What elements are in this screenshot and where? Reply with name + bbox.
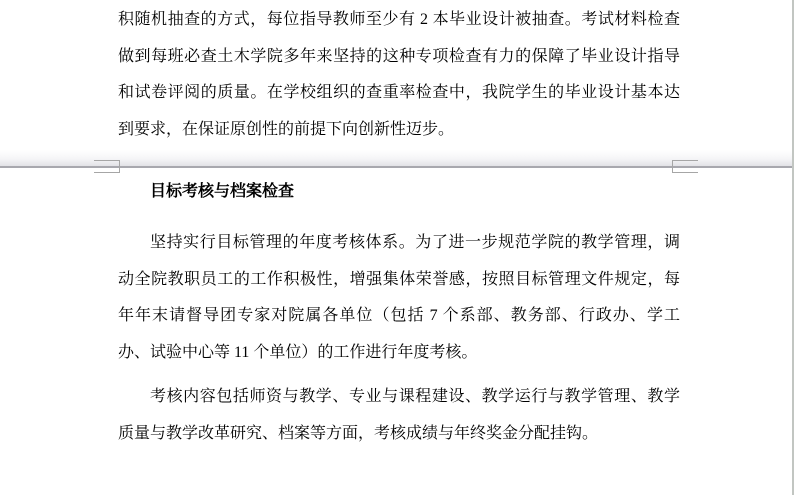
document-line: 积随机抽查的方式，每位指导教师至少有 2 本毕业设计被抽查。考试材料检查 <box>118 11 680 28</box>
margin-mark-left <box>94 160 120 173</box>
document-line: 做到每班必查土木学院多年来坚持的这种专项检查有力的保障了毕业设计指导 <box>118 47 680 65</box>
page1-text-area[interactable] <box>118 2 680 148</box>
page2-paragraph1[interactable] <box>118 225 680 371</box>
document-line: 考核内容包括师资与教学、专业与课程建设、教学运行与教学管理、教学 <box>150 388 680 405</box>
document-line: 和试卷评阅的质量。在学校组织的查重率检查中，我院学生的毕业设计基本达 <box>118 84 680 102</box>
document-line: 质量与教学改革研究、档案等方面，考核成绩与年终奖金分配挂钩。 <box>118 424 599 442</box>
margin-mark-right <box>672 160 698 173</box>
document-line: 年年末请督导团专家对院属各单位（包括 7 个系部、教务部、行政办、学工 <box>118 307 680 325</box>
page2-paragraph2[interactable] <box>118 379 680 452</box>
document-line: 到要求，在保证原创性的前提下向创新性迈步。 <box>118 120 455 138</box>
document-line: 办、试验中心等 11 个单位）的工作进行年度考核。 <box>118 343 478 361</box>
document-line: 坚持实行目标管理的年度考核体系。为了进一步规范学院的教学管理，调 <box>150 234 680 251</box>
section-heading: 目标考核与档案检查 <box>150 183 295 200</box>
document-line: 动全院教职员工的工作积极性，增强集体荣誉感，按照目标管理文件规定，每 <box>118 270 680 288</box>
